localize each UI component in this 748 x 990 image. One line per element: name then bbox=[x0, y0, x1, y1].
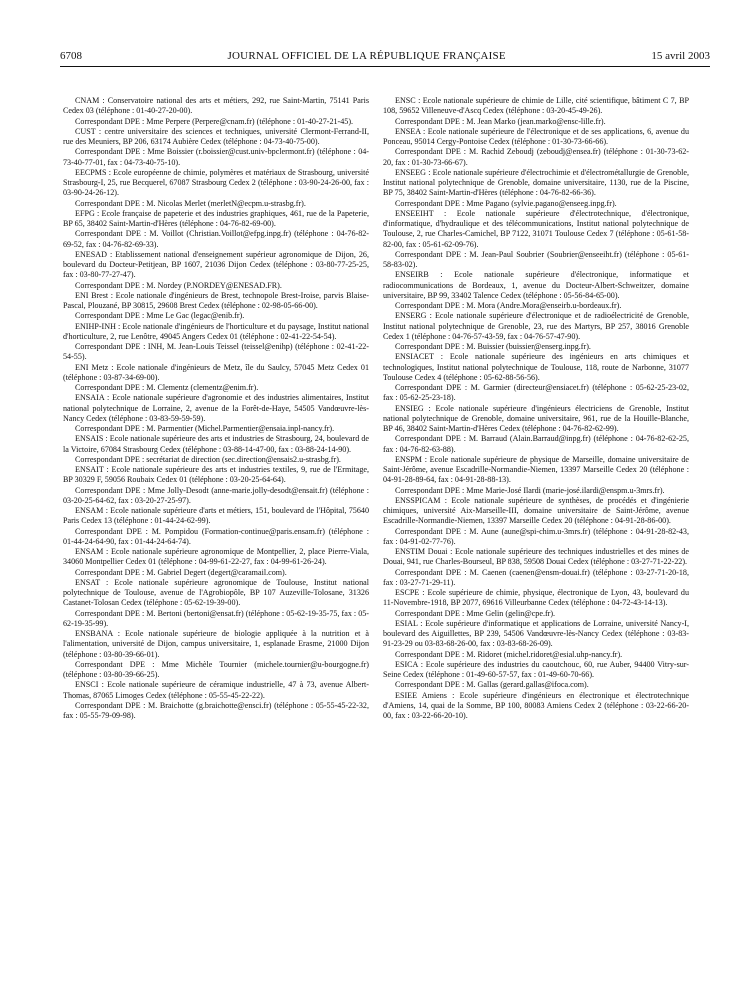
entry-paragraph: Correspondant DPE : M. Mora (Andre.Mora@enseirb.u-bordeaux.fr). bbox=[395, 301, 622, 310]
entry-paragraph: ENIHP-INH : Ecole nationale d'ingénieurs de l'horticulture et du paysage, Institut national d'horticulture, 2, rue Lenôtre, 49045 Angers Cedex 01 (téléphone : 02-41-22-54-54). bbox=[63, 321, 369, 341]
entry-paragraph: ENSEEG : Ecole nationale supérieure d'électrochimie et d'électrométallurgie de Grenoble, Institut national polytechnique de Grenoble, domaine universitaire, 1130, rue de la Piscine, BP 75, 38402 Saint-Martin-d'Hères (téléphone : 04-76-82-66-36). bbox=[383, 167, 689, 198]
entry-paragraph: ENSEA : Ecole nationale supérieure de l'électronique et de ses applications, 6, avenue du Ponceau, 95014 Cergy-Pontoise Cedex (téléphone : 01-30-73-66-66). bbox=[383, 126, 689, 146]
entry-paragraph: ENSCI : Ecole nationale supérieure de céramique industrielle, 47 à 73, avenue Albert-Thomas, 87065 Limoges Cedex (téléphone : 05-55-45-22-22). bbox=[63, 680, 369, 700]
entry-paragraph: Correspondant DPE : M. Rachid Zeboudj (zeboudj@ensea.fr) (téléphone : 01-30-73-62-20, fax : 01-30-73-66-67). bbox=[383, 147, 689, 167]
entry-paragraph: ENI Brest : Ecole nationale d'ingénieurs de Brest, technopole Brest-Iroise, parvis Blaise-Pascal, Plouzané, BP 30815, 29608 Brest Cedex (téléphone : 02-98-05-66-00). bbox=[63, 290, 369, 310]
entry-paragraph: EECPMS : Ecole européenne de chimie, polymères et matériaux de Strasbourg, université Strasbourg-I, 25, rue Becquerel, 67087 Strasbourg Cedex 2 (téléphone : 03-90-24-26-00, fax : 03-90-24-26-12). bbox=[63, 167, 369, 198]
entry-paragraph: CUST : centre universitaire des sciences et techniques, université Clermont-Ferrand-II, rue des Meuniers, BP 206, 63174 Aubière Cedex (téléphone : 04-73-40-75-00). bbox=[63, 126, 369, 146]
entry-paragraph: Correspondant DPE : Mme Perpere (Perpere@cnam.fr) (téléphone : 01-40-27-21-45). bbox=[75, 116, 354, 126]
entry-paragraph: ENSEIRB : Ecole nationale supérieure d'électronique, informatique et radiocommunications de Bordeaux, 1, avenue du Docteur-Albert-Schweitzer, domaine universitaire, BP 99, 33402 Talence Cedex (téléphone : 05-56-84-65-00). bbox=[383, 270, 689, 300]
entry-paragraph: ENSAIA : Ecole nationale supérieure d'agronomie et des industries alimentaires, Institut national polytechnique de Lorraine, 2, avenue de la Forêt-de-Haye, 54505 Vandœuvre-lès-Nancy Cedex (téléphone : 03-83-59-59-59). bbox=[63, 393, 369, 423]
entry-paragraph: Correspondant DPE : M. Jean-Paul Soubrier (Soubrier@enseeiht.fr) (téléphone : 05-61-58-83-02). bbox=[383, 249, 689, 269]
entry-paragraph: EFPG : Ecole française de papeterie et des industries graphiques, 461, rue de la Papeterie, BP 65, 38402 Saint-Martin-d'Hères (téléphone : 04-76-82-69-00). bbox=[63, 208, 369, 228]
entry-paragraph: Correspondant DPE : Mme Boissier (r.boissier@cust.univ-bpclermont.fr) (téléphone : 04-73-40-77-01, fax : 04-73-40-75-10). bbox=[63, 147, 369, 167]
entry-paragraph: Correspondant DPE : M. Bertoni (bertoni@ensat.fr) (téléphone : 05-62-19-35-75, fax : 05-62-19-35-99). bbox=[63, 608, 369, 628]
entry-paragraph: ENSAM : Ecole nationale supérieure d'arts et métiers, 151, boulevard de l'Hôpital, 75640 Paris Cedex 13 (téléphone : 01-44-24-62-99). bbox=[63, 506, 369, 526]
entry-paragraph: ENSAT : Ecole nationale supérieure agronomique de Toulouse, Institut national polytechnique de Toulouse, avenue de l'Agrobiopôle, BP 107 Auzeville-Tolosane, 31326 Castanet-Tolosan Cedex (téléphone : 05-62-19-39-00). bbox=[63, 577, 369, 608]
entry-paragraph: ENSAM : Ecole nationale supérieure agronomique de Montpellier, 2, place Pierre-Viala, 34060 Montpellier Cedex 01 (téléphone : 04-99-61-22-27, fax : 04-99-61-26-24). bbox=[63, 547, 369, 567]
publication-date: 15 avril 2003 bbox=[651, 50, 710, 62]
entry-paragraph: CNAM : Conservatoire national des arts et métiers, 292, rue Saint-Martin, 75141 Paris Cedex 03 (téléphone : 01-40-27-20-00). bbox=[63, 96, 369, 116]
entry-paragraph: Correspondant DPE : M. Parmentier (Michel.Parmentier@ensaia.inpl-nancy.fr). bbox=[75, 424, 335, 433]
right-column bbox=[383, 96, 689, 721]
entry-paragraph: ENSAIT : Ecole nationale supérieure des arts et industries textiles, 9, rue de l'Ermitage, BP 30329 F, 59056 Roubaix Cedex 01 (téléphone : 03-20-25-64-64). bbox=[63, 465, 369, 485]
entry-paragraph: Correspondant DPE : M. Ridoret (michel.ridoret@esial.uhp-nancy.fr). bbox=[395, 649, 623, 659]
entry-paragraph: ENI Metz : Ecole nationale d'ingénieurs de Metz, île du Saulcy, 57045 Metz Cedex 01 (téléphone : 03-87-34-69-00). bbox=[63, 362, 369, 382]
entry-paragraph: Correspondant DPE : M. Barraud (Alain.Barraud@inpg.fr) (téléphone : 04-76-82-62-25, fax : 04-76-82-63-88). bbox=[383, 434, 689, 454]
entry-paragraph: ENSERG : Ecole nationale supérieure d'électronique et de radioélectricité de Grenoble, Institut national polytechnique de Grenoble, 23, rue des Martyrs, BP 257, 38016 Grenoble Cedex 1 (téléphone : 04-76-57-43-59, fax : 04-76-57-47-90). bbox=[383, 311, 689, 341]
entry-paragraph: Correspondant DPE : M. Clementz (clementz@enim.fr). bbox=[75, 383, 259, 392]
entry-paragraph: ENSBANA : Ecole nationale supérieure de biologie appliquée à la nutrition et à l'alimentation, université de Dijon, campus universitaire, 1, esplanade Erasme, 21000 Dijon (téléphone : 03-80-39-66-01). bbox=[63, 629, 369, 659]
entry-paragraph: ENSEEIHT : Ecole nationale supérieure d'électrotechnique, d'électronique, d'informatique, d'hydraulique et des télécommunications, Institut national polytechnique de Toulouse, 2, rue Charles-Camichel, BP 7122, 31071 Toulouse Cedex 7 (téléphone : 05-61-58-82-00, fax : 05-61-62-09-76). bbox=[383, 208, 689, 249]
entry-paragraph: Correspondant DPE : Mme Marie-José Ilardi (marie-josé.ilardi@enspm.u-3mrs.fr). bbox=[395, 485, 665, 495]
entry-paragraph: Correspondant DPE : M. Garmier (directeur@ensiacet.fr) (téléphone : 05-62-25-23-02, fax : 05-62-25-23-18). bbox=[383, 383, 689, 403]
entry-paragraph: ESCPE : Ecole supérieure de chimie, physique, électronique de Lyon, 43, boulevard du 11-Novembre-1918, BP 2077, 69616 Villeurbanne Cedex (téléphone : 04-72-43-14-13). bbox=[383, 588, 689, 608]
entry-paragraph: ENSSPICAM : Ecole nationale supérieure de synthèses, de procédés et d'ingénierie chimiques, université Aix-Marseille-III, domaine universitaire de Saint-Jérôme, avenue Escadrille-Normandie-Niemen, 13397 Marseille Cedex 20 (téléphone : 04-91-28-86-00). bbox=[383, 495, 689, 526]
entry-paragraph: Correspondant DPE : M. Caenen (caenen@ensm-douai.fr) (téléphone : 03-27-71-20-18, fax : 03-27-71-29-11). bbox=[383, 567, 689, 587]
entry-paragraph: Correspondant DPE : INH, M. Jean-Louis Teissel (teissel@enihp) (téléphone : 02-41-22-54-55). bbox=[63, 342, 369, 362]
entry-paragraph: Correspondant DPE : M. Voillot (Christian.Voillot@efpg.inpg.fr) (téléphone : 04-76-82-69-52, fax : 04-76-82-69-33). bbox=[63, 229, 369, 249]
entry-paragraph: Correspondant DPE : Mme Jolly-Desodt (anne-marie.jolly-desodt@ensait.fr) (téléphone : 03-20-25-64-62, fax : 03-20-27-25-97). bbox=[63, 485, 369, 505]
entry-paragraph: Correspondant DPE : M. Nordey (P.NORDEY@ENESAD.FR). bbox=[75, 280, 282, 290]
page-number: 6708 bbox=[60, 50, 82, 62]
entry-paragraph: ESIAL : Ecole supérieure d'informatique et applications de Lorraine, université Nancy-I, boulevard des Aiguillettes, BP 239, 54506 Vandœuvre-lès-Nancy Cedex (téléphone : 03-83-91-23-29 ou 03-83-68-26-00, fax : 03-83-68-26-09). bbox=[383, 618, 689, 649]
entry-paragraph: Correspondant DPE : Mme Michèle Tournier (michele.tournier@u-bourgogne.fr) (téléphone : 03-80-39-66-25). bbox=[63, 659, 369, 679]
entry-paragraph: Correspondant DPE : M. Buissier (buissier@enserg.inpg.fr). bbox=[395, 342, 591, 351]
entry-paragraph: ENESAD : Etablissement national d'enseignement supérieur agronomique de Dijon, 26, boulevard du Docteur-Petitjean, BP 1607, 21036 Dijon Cedex (téléphone : 03-80-77-25-25, fax : 03-80-77-27-47). bbox=[63, 249, 369, 280]
entry-paragraph: ENSTIM Douai : Ecole nationale supérieure des techniques industrielles et des mines de Douai, 941, rue Charles-Bourseul, BP 838, 59508 Douai Cedex (téléphone : 03-27-71-22-22). bbox=[383, 547, 689, 567]
left-column bbox=[63, 96, 369, 721]
entry-paragraph: Correspondant DPE : M. Gallas (gerard.gallas@ifoca.com). bbox=[395, 680, 589, 690]
entry-paragraph: Correspondant DPE : Mme Gelin (gelin@cpe.fr). bbox=[395, 608, 556, 618]
entry-paragraph: Correspondant DPE : secrétariat de direction (sec.direction@ensais2.u-strasbg.fr). bbox=[75, 454, 341, 464]
entry-paragraph: Correspondant DPE : M. Nicolas Merlet (merletN@ecpm.u-strasbg.fr). bbox=[75, 198, 306, 208]
entry-paragraph: ESIEE Amiens : Ecole supérieure d'ingénieurs en électronique et électrotechnique d'Amiens, 14, quai de la Somme, BP 100, 80083 Amiens Cedex 2 (téléphone : 03-22-66-20-00, fax : 03-22-66-20-10). bbox=[383, 690, 689, 720]
entry-paragraph: Correspondant DPE : Mme Pagano (sylvie.pagano@enseeg.inpg.fr). bbox=[395, 198, 617, 208]
entry-paragraph: ESICA : Ecole supérieure des industries du caoutchouc, 60, rue Auber, 94400 Vitry-sur-Seine Cedex (téléphone : 01-49-60-57-57, fax : 01-49-60-70-66). bbox=[383, 659, 689, 679]
entry-paragraph: Correspondant DPE : M. Braichotte (g.braichotte@ensci.fr) (téléphone : 05-55-45-22-32, fax : 05-55-79-09-98). bbox=[63, 700, 369, 720]
entry-paragraph: Correspondant DPE : Mme Le Gac (legac@enib.fr). bbox=[75, 311, 245, 321]
entry-paragraph: ENSIEG : Ecole nationale supérieure d'ingénieurs électriciens de Grenoble, Institut national polytechnique de Grenoble, domaine universitaire, 961, rue de la Houille-Blanche, BP 46, 38402 Saint-Martin-d'Hères Cedex (téléphone : 04-76-82-62-99). bbox=[383, 403, 689, 433]
entry-paragraph: Correspondant DPE : M. Aune (aune@spi-chim.u-3mrs.fr) (téléphone : 04-91-28-82-43, fax : 04-91-02-77-76). bbox=[383, 526, 689, 546]
entry-paragraph: ENSAIS : Ecole nationale supérieure des arts et industries de Strasbourg, 24, boulevard de la Victoire, 67084 Strasbourg Cedex (téléphone : 03-88-14-47-00, fax : 03-88-24-14-90). bbox=[63, 434, 369, 454]
entry-paragraph: Correspondant DPE : M. Gabriel Degert (degert@caramail.com). bbox=[75, 567, 287, 577]
entry-paragraph: ENSIACET : Ecole nationale supérieure des ingénieurs en arts chimiques et technologiques, Institut national polytechnique de Toulouse, 118, route de Narbonne, 31077 Toulouse Cedex 4 (téléphone : 05-62-88-56-56). bbox=[383, 352, 689, 382]
entry-paragraph: ENSPM : Ecole nationale supérieure de physique de Marseille, domaine universitaire de Saint-Jérôme, avenue Escadrille-Normandie-Niemen, 13397 Marseille Cedex 20 (téléphone : 04-91-28-89-64, fax : 04-91-28-88-13). bbox=[383, 454, 689, 485]
header-rule bbox=[60, 66, 710, 67]
entry-paragraph: ENSC : Ecole nationale supérieure de chimie de Lille, cité scientifique, bâtiment C 7, BP 108, 59652 Villeneuve-d'Ascq Cedex (téléphone : 03-20-45-49-26). bbox=[383, 96, 689, 116]
entry-paragraph: Correspondant DPE : M. Pompidou (Formation-continue@paris.ensam.fr) (téléphone : 01-44-24-64-90, fax : 01-44-24-64-74). bbox=[63, 526, 369, 546]
journal-title: JOURNAL OFFICIEL DE LA RÉPUBLIQUE FRANÇAISE bbox=[227, 50, 506, 62]
entry-paragraph: Correspondant DPE : M. Jean Marko (jean.marko@ensc-lille.fr). bbox=[395, 116, 606, 126]
